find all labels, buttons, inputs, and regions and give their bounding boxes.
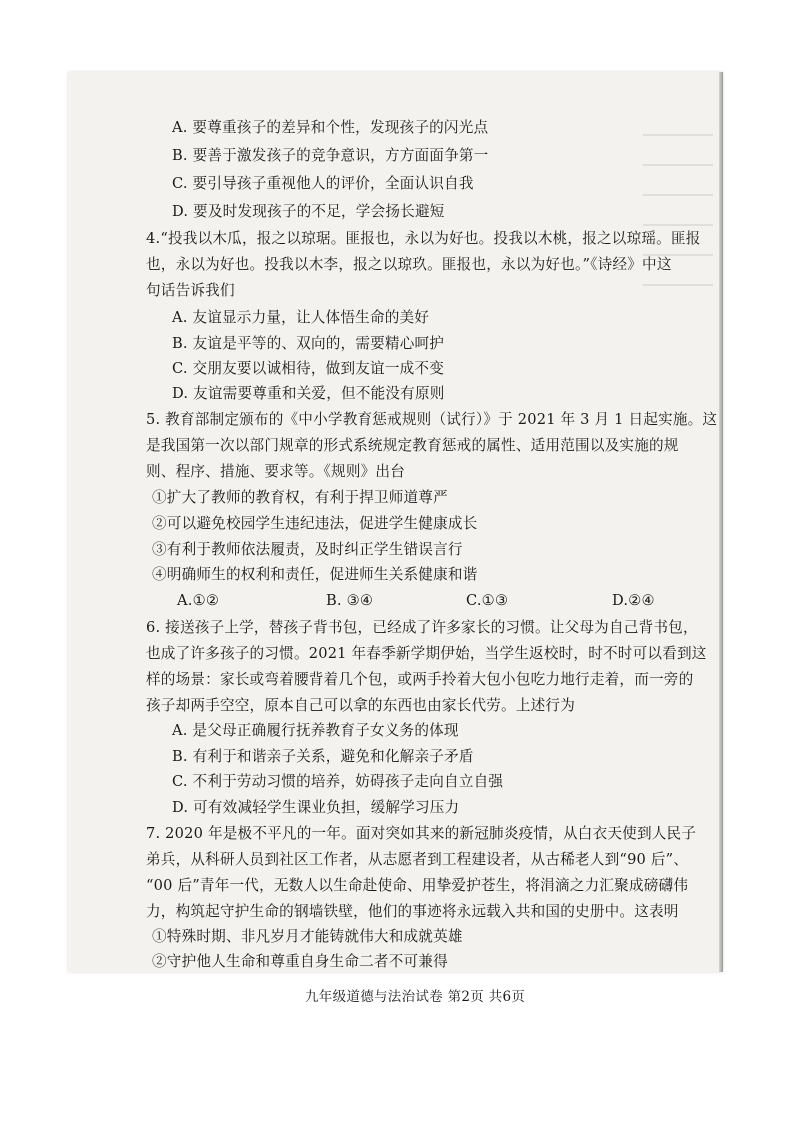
q4-stem-line: 句话告诉我们 bbox=[146, 282, 235, 299]
q7-stem-line: 力，构筑起守护生命的钢墙铁壁，他们的事迹将永远载入共和国的史册中。这表明 bbox=[146, 903, 679, 920]
q7-statement-1: ①特殊时期、非凡岁月才能铸就伟大和成就英雄 bbox=[152, 928, 463, 945]
q5-statement-2: ②可以避免校园学生违纪违法，促进学生健康成长 bbox=[152, 515, 478, 532]
q4-option-b: B. 友谊是平等的、双向的，需要精心呵护 bbox=[172, 335, 445, 352]
q7-stem-line: 弟兵，从科研人员到社区工作者，从志愿者到工程建设者，从古稀老人到“90 后”、 bbox=[146, 851, 689, 868]
q3-option-b: B. 要善于激发孩子的竞争意识，方方面面争第一 bbox=[172, 147, 489, 164]
q7-stem-line: 7. 2020 年是极不平凡的一年。面对突如其来的新冠肺炎疫情，从白衣天使到人民子 bbox=[146, 825, 697, 842]
q5-choice-d: D.②④ bbox=[612, 592, 655, 609]
q6-option-a: A. 是父母正确履行抚养教育子女义务的体现 bbox=[172, 722, 459, 739]
bleed-through-shadow bbox=[643, 112, 713, 312]
q5-choice-c: C.①③ bbox=[466, 592, 509, 609]
q4-option-a: A. 友谊显示力量，让人体悟生命的美好 bbox=[172, 309, 430, 326]
q4-option-d: D. 友谊需要尊重和关爱，但不能没有原则 bbox=[172, 385, 445, 402]
q5-statement-4: ④明确师生的权利和责任，促进师生关系健康和谐 bbox=[152, 566, 478, 583]
q5-choice-a: A.①② bbox=[177, 592, 220, 609]
q3-option-a: A. 要尊重孩子的差异和个性，发现孩子的闪光点 bbox=[172, 119, 489, 136]
q5-stem-line: 则、程序、措施、要求等。《规则》出台 bbox=[146, 463, 405, 480]
q5-stem-line: 是我国第一次以部门规章的形式系统规定教育惩戒的属性、适用范围以及实施的规 bbox=[146, 437, 679, 454]
q6-stem-line: 也成了许多孩子的习惯。2021 年春季新学期伊始，当学生返校时，时不时可以看到这 bbox=[146, 645, 707, 662]
q7-statement-2: ②守护他人生命和尊重自身生命二者不可兼得 bbox=[152, 953, 448, 970]
q7-stem-line: “00 后”青年一代，无数人以生命赴使命、用挚爱护苍生，将涓滴之力汇聚成磅礴伟 bbox=[146, 877, 689, 894]
q6-stem-line: 孩子却两手空空，原本自己可以拿的东西也由家长代劳。上述行为 bbox=[146, 697, 576, 714]
q6-option-d: D. 可有效减轻学生课业负担，缓解学习压力 bbox=[172, 799, 460, 816]
q5-statement-3: ③有利于教师依法履责，及时纠正学生错误言行 bbox=[152, 541, 463, 558]
q4-stem-line: 也，永以为好也。投我以木李，报之以琼玖。匪报也，永以为好也。”《诗经》中这 bbox=[146, 256, 672, 273]
q6-option-b: B. 有利于和谐亲子关系，避免和化解亲子矛盾 bbox=[172, 748, 474, 765]
q6-option-c: C. 不利于劳动习惯的培养，妨碍孩子走向自立自强 bbox=[172, 773, 504, 790]
q4-option-c: C. 交朋友要以诚相待，做到友谊一成不变 bbox=[172, 360, 445, 377]
q5-statement-1: ①扩大了教师的教育权，有利于捍卫师道尊严 bbox=[152, 489, 448, 506]
q6-stem-line: 样的场景：家长或弯着腰背着几个包，或两手拎着大包小包吃力地行走着，而一旁的 bbox=[146, 671, 694, 688]
page-footer: 九年级道德与法治试卷 第2页 共6页 bbox=[305, 989, 526, 1005]
q6-stem-line: 6. 接送孩子上学，替孩子背书包，已经成了许多家长的习惯。让父母为自己背书包， bbox=[146, 619, 698, 636]
q5-choice-b: B. ③④ bbox=[326, 592, 374, 609]
q3-option-c: C. 要引导孩子重视他人的评价，全面认识自我 bbox=[172, 175, 474, 192]
q3-option-d: D. 要及时发现孩子的不足，学会扬长避短 bbox=[172, 203, 445, 220]
q5-stem-line: 5. 教育部制定颁布的《中小学教育惩戒规则（试行）》于 2021 年 3 月 1 日起实施。这 bbox=[146, 411, 718, 428]
q4-stem-line: 4.“投我以木瓜，报之以琼琚。匪报也，永以为好也。投我以木桃，报之以琼瑶。匪报 bbox=[146, 230, 701, 247]
